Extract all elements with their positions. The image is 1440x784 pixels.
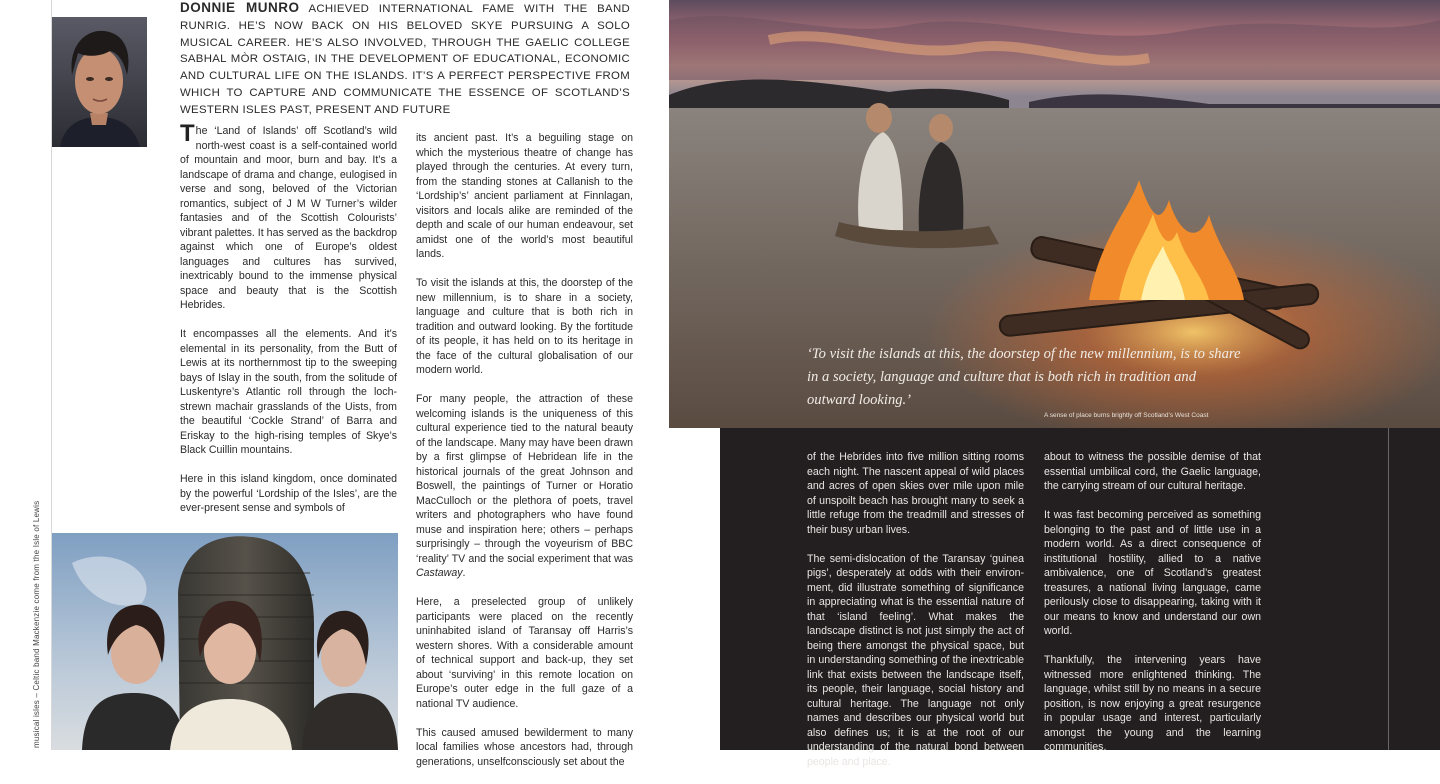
body-column-2 <box>416 131 633 784</box>
body-column-1 <box>180 120 397 530</box>
band-photo <box>52 533 398 750</box>
show-title: Castaway <box>416 567 463 579</box>
photo-caption: A sense of place burns brightly off Scotland’s West Coast <box>1044 412 1209 419</box>
column-rule <box>1388 428 1389 750</box>
portrait-illustration <box>52 17 147 147</box>
intro-text: ACHIEVED INTERNATIONAL FAME WITH THE BAND RUNRIG. HE’S NOW BACK ON HIS BELOVED SKYE PURSUING A SOLO MUSICAL CAREER. HE’S ALSO INVOLVED, THROUGH THE GAELIC COLLEGE SABHAL MÒR OSTAIG, IN THE DEVELOPMENT OF EDUCATIONAL, ECONOMIC AND CULTURAL LIFE ON THE ISLANDS. IT’S A PERFECT PERSPECTIVE FROM WHICH TO CAPTURE AND COMMUNICATE THE ESSENCE OF SCOTLAND’S WESTERN ISLES PAST, PRESENT AND FUTURE <box>180 3 630 116</box>
author-name: DONNIE MUNRO <box>180 0 300 15</box>
paragraph <box>180 120 397 313</box>
band-illustration <box>52 533 398 750</box>
intro-standfirst <box>180 0 630 119</box>
paragraph-text: he ‘Land of Islands’ off Scotland’s wild north-west coast is a self-contained world of mountain and moor, burn and bay. It’s a landscape of drama and change, eulogised in verse and song, beloved of the Victorian romantics, subject of J M W Turner’s wilder fantasies and of the Scottish Colourists’ vibrant palettes. It has served as the backdrop against which one of Europe’s oldest languages and cultures has survived, inextricably bound to the immense physical space and beauty that is the Scottish Hebrides. <box>180 125 397 311</box>
paragraph-text: . <box>462 567 466 579</box>
side-photo-caption: musical isles – Celtic band Mackenzie come from the Isle of Lewis <box>32 500 41 748</box>
paragraph: Here in this island kingdom, once dominated by the powerful ‘Lordship of the Isles’, are the ever-present sense and symbols of <box>180 473 397 514</box>
paragraph <box>416 392 633 581</box>
paragraph: of the Hebrides into five million sitting rooms each night. The nascent appeal of wild places and acres of open skies over mile upon mile of unspoilt beach has brought many to seek a little refuge from the treadmill and stresses of their busy urban lives. <box>807 451 1024 536</box>
paragraph: It was fast becoming perceived as something belonging to the past and of little use in a modern world. As a direct consequence of institutional hostility, allied to a native ambivalence, one of Scotland’s greatest treasures, a national living language, came perilously close to disappearing, taking with it our means to know and understand our own world. <box>1044 509 1261 637</box>
paragraph: This caused amused bewilderment to many local families whose ancestors had, through generations, unselfconsciously set about the <box>416 726 633 768</box>
body-column-3 <box>807 450 1024 784</box>
paragraph: To visit the islands at this, the doorstep of the new millennium, is to share in a society, language and culture that is both rich in tradition and outward looking. By the fortitude of its people, it has held on to its heritage in the face of the cultural globalisation of our modern world. <box>416 277 633 376</box>
paragraph-text: For many people, the attraction of these welcoming islands is the uniqueness of this cultural experience tied to the natural beauty of the landscape. Many may have been drawn by a first glimpse of Hebridean life in the historical journals of the great Johnson and Boswell, the paintings of Turner or Horatio MacCulloch or the plethora of poets, travel writers and photographers who have found muse and inspiration here; others – perhaps surprisingly – through the voyeurism of BBC ‘reality’ TV and the social experiment that was <box>416 393 633 565</box>
body-column-4 <box>1044 450 1261 769</box>
paragraph: its ancient past. It’s a beguiling stage on which the mysterious theatre of change has played through the centuries. At every turn, from the standing stones at Callanish to the ‘Lordship’s’ ancient parliament at Finnlagan, visitors and locals alike are reminded of the depth and scale of our human endeavour, set amidst one of the world’s most beautiful lands. <box>416 132 633 260</box>
portrait-photo <box>52 17 147 147</box>
paragraph: about to witness the possible demise of that essential umbilical cord, the Gaelic language, the carrying stream of our cultural heritage. <box>1044 451 1261 492</box>
pull-quote: ‘To visit the islands at this, the doorstep of the new millennium, is to share in a society, language and culture that is both rich in tradition and outward looking.’ <box>807 346 1241 408</box>
paragraph: Here, a preselected group of unlikely participants were placed on the recently uninhabited island of Taransay off Harris’s western shores. With a considerable amount of technical support and back-up, they set about ‘surviving’ in this remote location on Europe’s outer edge in the full gaze of a national TV audience. <box>416 596 633 710</box>
paragraph: The semi-dislocation of the Taransay ‘guinea pigs’, desperately at odds with their environ-ment, did illustrate something of significance in appreciating what is the essential nature of that ‘island feeling’. What makes the landscape distinct is not just simply the act of being there amongst the physical space, but in understanding something of the inextricable link that exists between the landscape itself, its people, their language, social history and cultural heritage. The language not only names and describes our physical world but also defines us; it is at the root of our understanding of the natural bond between people and place. <box>807 552 1024 768</box>
paragraph: It encompasses all the elements. And it’s elemental in its personality, from the Butt of Lewis at its northernmost tip to the sweeping bays of Islay in the south, from the solitude of Luskentyre’s Atlantic roll through the loch-strewn machair grasslands of the Uists, from the beautiful ‘Cockle Strand’ of Barra and Eriskay to the high-rising temples of Skye’s Black Cuillin mountains. <box>180 328 397 456</box>
drop-cap: T <box>180 120 195 147</box>
paragraph: Thankfully, the intervening years have witnessed more enlightened thinking. The language, whilst still by no means in a secure position, is now enjoying a great resurgence in popular usage and interest, particularly amongst the young and the learning communities. <box>1044 654 1261 753</box>
